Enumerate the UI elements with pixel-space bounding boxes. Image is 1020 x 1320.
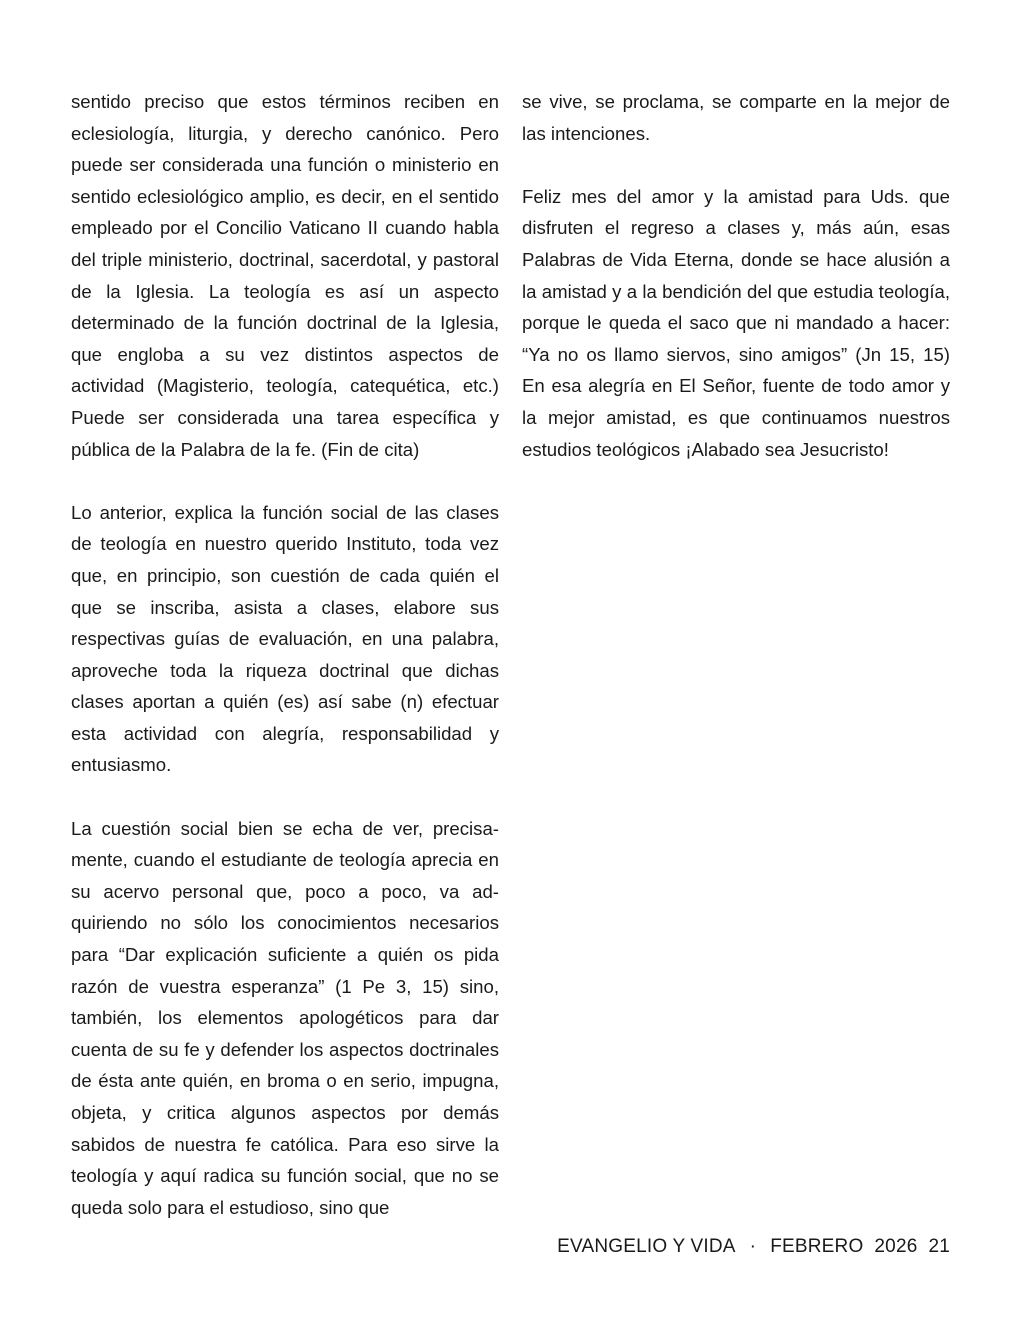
issue-date: FEBRERO 2026 [770,1236,918,1257]
paragraph-greeting: Feliz mes del amor y la amistad para Uds. que disfruten el regreso a clases y, más aún, esas Palabras de Vida Eterna, donde se hace alusión a la amistad y a la bendición del que estudia teología, porque le queda el saco que ni mandado a hacer: “Ya no os llamo siervos, sino amigos” (Jn 15, 15) En esa alegría en El Señor, fuente de todo amor y la mejor amistad, es que continuamos nuestros estudios teológicos ¡Alabado sea Jesucristo! [522,185,950,460]
paragraph-conclusion: se vive, se proclama, se comparte en la mejor de las intenciones. [522,91,950,144]
page-footer [557,1236,950,1258]
right-column [522,86,950,465]
left-column [71,86,499,1223]
paragraph-social-function: Lo anterior, explica la función social de las clases de teología en nuestro querido Instituto, toda vez que, en principio, son cuestión de cada quién el que se inscriba, asista a clases, elabore sus respectivas guías de evaluación, en una palabra, aproveche toda la riqueza doctrinal que dichas clases aportan a quién (es) así sabe (n) efectuar esta actividad con alegría, responsabilidad y entusiasmo. [71,501,499,776]
page-number: 21 [928,1236,950,1257]
paragraph-continuation: sentido preciso que estos términos reciben en eclesiología, liturgia, y derecho canónico. Pero puede ser considerada una función o ministerio en sentido eclesiológico amplio, es decir, en el sentido empleado por el Concilio Vaticano II cuando habla del triple ministerio, doctrinal, sacerdotal, y pastoral de la Iglesia. La teología es así un aspecto determinado de la función doctrinal de la Iglesia, que engloba a su vez distintos aspectos de actividad (Magisterio, teología, catequética, etc.) Puede ser considerada una tarea específica y pública de la Palabra de la fe. (Fin de cita) [71,91,499,460]
footer-separator: · [749,1236,757,1257]
paragraph-social-question: La cuestión social bien se echa de ver, precisamente, cuando el estudiante de teología aprecia en su acervo personal que, poco a poco, va adquiriendo no sólo los conocimientos necesarios para “Dar explicación suficiente a quién os pida razón de vuestra esperanza” (1 Pe 3, 15) sino, también, los elementos apologéticos para dar cuenta de su fe y defender los aspectos doctrinales de ésta ante quién, en broma o en serio, impugna, objeta, y critica algunos aspectos por demás sabidos de nuestra fe católica. Para eso sirve la teología y aquí radica su función social, que no se queda solo para el estudioso, sino que [71,817,499,1218]
publication-name: EVANGELIO Y VIDA [557,1236,736,1257]
